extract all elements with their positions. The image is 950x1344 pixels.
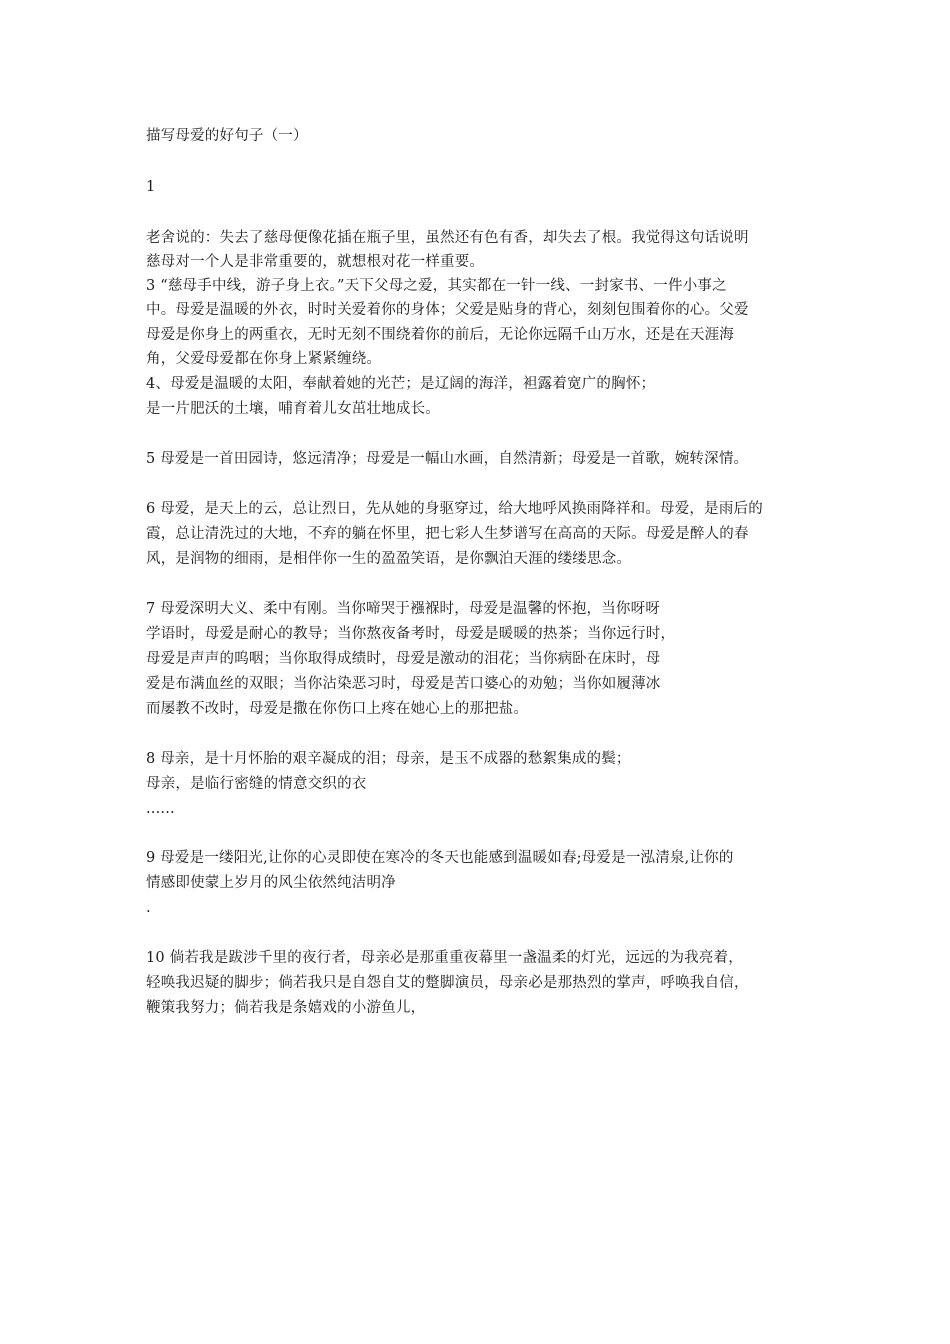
text-line: 9 母爱是一缕阳光,让你的心灵即使在寒冷的冬天也能感到温暖如春;母爱是一泓清泉,让你的 xyxy=(146,850,734,866)
text-line: 母亲，是临行密缝的情意交织的衣 xyxy=(146,776,367,792)
text-line: 鞭策我努力；倘若我是条嬉戏的小游鱼儿， xyxy=(146,1000,426,1016)
text-line: 学语时，母爱是耐心的教导；当你熬夜备考时，母爱是暖暖的热茶；当你远行时， xyxy=(146,626,676,642)
document-title: 描写母爱的好句子（一） xyxy=(146,128,308,144)
text-line: 角，父爱母爱都在你身上紧紧缠绕。 xyxy=(146,351,382,367)
text-line: 10 倘若我是跋涉千里的夜行者，母亲必是那重重夜幕里一盏温柔的灯光，远远的为我亮着， xyxy=(146,950,743,966)
text-line: 老舍说的：失去了慈母便像花插在瓶子里，虽然还有色有香，却失去了根。我觉得这句话说明 xyxy=(146,230,749,246)
text-line: 5 母爱是一首田园诗，悠远清净；母爱是一幅山水画，自然清新；母爱是一首歌，婉转深情。 xyxy=(146,451,749,467)
text-line: 风，是润物的细雨，是相伴你一生的盈盈笑语，是你飘泊天涯的缕缕思念。 xyxy=(146,551,632,567)
text-line: 6 母爱，是天上的云，总让烈日，先从她的身驱穿过，给大地呼风换雨降祥和。母爱，是雨后的 xyxy=(146,501,763,517)
ellipsis-line: ...... xyxy=(146,801,175,817)
text-line: 慈母对一个人是非常重要的，就想根对花一样重要。 xyxy=(146,254,485,270)
text-line: 母爱是声声的呜咽；当你取得成绩时，母爱是激动的泪花；当你病卧在床时，母 xyxy=(146,651,661,667)
text-line: 母爱是你身上的两重衣，无时无刻不围绕着你的前后，无论你远隔千山万水，还是在天涯海 xyxy=(146,327,734,343)
text-line: 而屡教不改时，母爱是撒在你伤口上疼在她心上的那把盐。 xyxy=(146,701,529,717)
text-line: 轻唤我迟疑的脚步；倘若我只是自怨自艾的蹩脚演员，母亲必是那热烈的掌声，呼唤我自信， xyxy=(146,975,749,991)
text-line: 中。母爱是温暖的外衣，时时关爱着你的身体；父爱是贴身的背心，刻刻包围着你的心。父爱 xyxy=(146,302,749,318)
text-line: 4、母爱是温暖的太阳，奉献着她的光芒；是辽阔的海洋，袒露着宽广的胸怀； xyxy=(146,376,656,392)
text-line: 霞，总让清洗过的大地，不弃的躺在怀里，把七彩人生梦谱写在高高的天际。母爱是醉人的春 xyxy=(146,526,749,542)
paragraph-number: 1 xyxy=(146,179,156,195)
text-line: 爱是布满血丝的双眼；当你沾染恶习时，母爱是苦口婆心的劝勉；当你如履薄冰 xyxy=(146,676,661,692)
period-line: . xyxy=(146,900,151,916)
text-line: 8 母亲，是十月怀胎的艰辛凝成的泪；母亲，是玉不成器的愁絮集成的鬓； xyxy=(146,751,631,767)
text-line: 情感即使蒙上岁月的风尘依然纯洁明净 xyxy=(146,875,396,891)
text-line: 是一片肥沃的土壤，哺育着儿女茁壮地成长。 xyxy=(146,401,440,417)
text-line: 3 “慈母手中线，游子身上衣。”天下父母之爱，其实都在一针一线、一封家书、一件小事之 xyxy=(146,278,727,294)
text-line: 7 母爱深明大义、柔中有刚。当你啼哭于襁褓时，母爱是温馨的怀抱，当你呀呀 xyxy=(146,601,661,617)
